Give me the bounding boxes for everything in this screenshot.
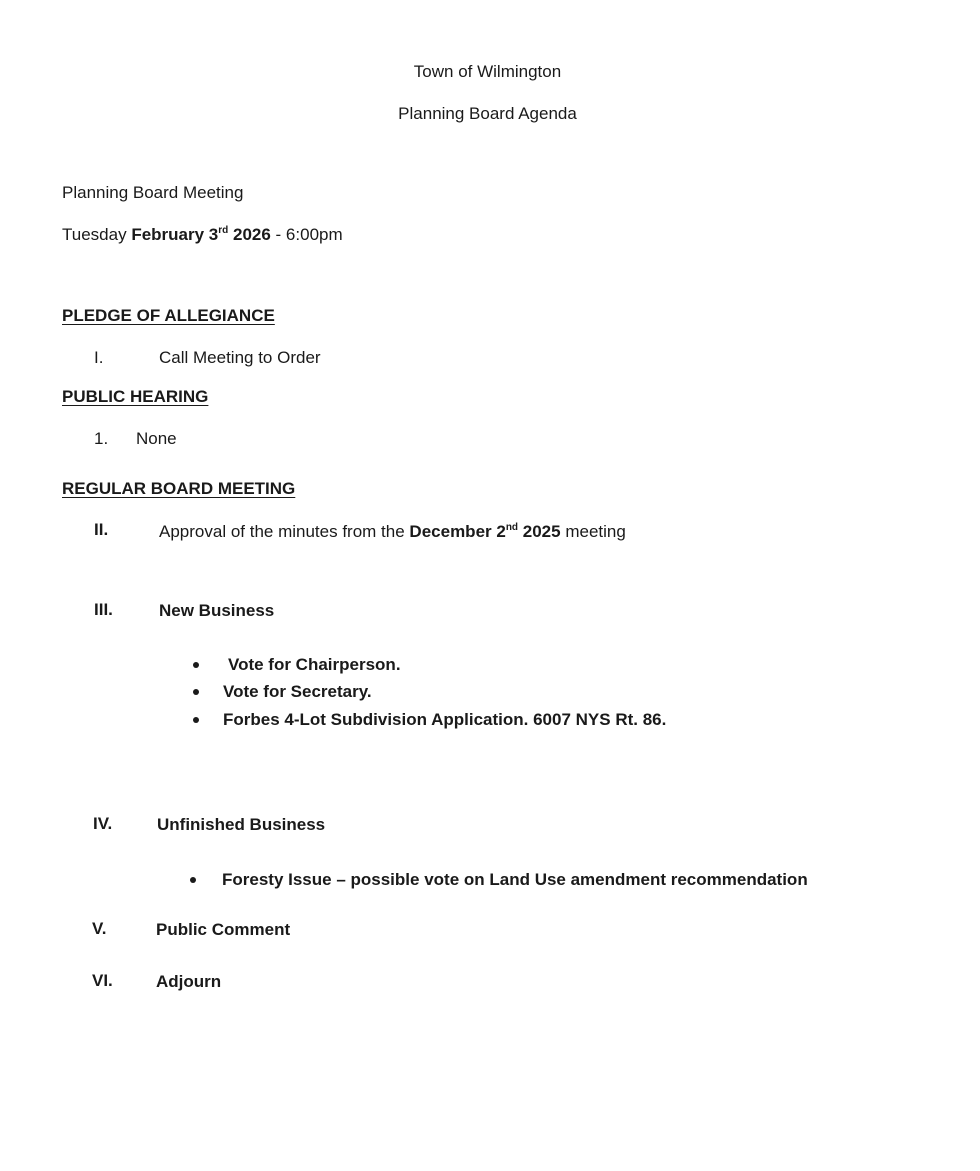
item-number: III.: [94, 600, 113, 619]
meeting-time: - 6:00pm: [275, 225, 343, 244]
item-none: None: [136, 429, 177, 448]
town-name: Town of Wilmington: [413, 62, 562, 81]
item-number: IV.: [93, 814, 113, 833]
meeting-name: Planning Board Meeting: [62, 183, 244, 202]
new-business-title: New Business: [159, 601, 275, 620]
item-call-to-order: Call Meeting to Order: [159, 348, 321, 367]
bullet-icon: [190, 877, 196, 883]
bullet-item: Vote for Chairperson.: [228, 655, 401, 674]
bullet-item: Foresty Issue – possible vote on Land Use amendment recommendation: [222, 870, 808, 889]
meeting-day: Tuesday: [62, 225, 127, 244]
adjourn-title: Adjourn: [156, 972, 222, 991]
item-number: V.: [92, 919, 107, 938]
meeting-datetime: [62, 225, 343, 245]
public-hearing-heading: PUBLIC HEARING: [62, 387, 209, 406]
bullet-item: Forbes 4-Lot Subdivision Application. 6007 NYS Rt. 86.: [223, 710, 667, 729]
unfinished-business-title: Unfinished Business: [157, 815, 326, 834]
item-number: I.: [94, 348, 104, 367]
public-comment-title: Public Comment: [156, 920, 291, 939]
meeting-date: February 3rd 2026: [131, 225, 271, 244]
bullet-icon: [193, 689, 199, 695]
bullet-icon: [193, 662, 199, 668]
pledge-heading: PLEDGE OF ALLEGIANCE: [62, 306, 275, 325]
item-number: 1.: [94, 429, 109, 448]
bullet-item: Vote for Secretary.: [223, 682, 372, 701]
item-number: VI.: [92, 971, 113, 990]
bullet-icon: [193, 717, 199, 723]
agenda-title: Planning Board Agenda: [398, 104, 577, 123]
regular-meeting-heading: REGULAR BOARD MEETING: [62, 479, 296, 498]
item-number: II.: [94, 520, 109, 539]
item-approval-minutes: Approval of the minutes from the December 2nd 2025 meeting: [159, 522, 626, 541]
